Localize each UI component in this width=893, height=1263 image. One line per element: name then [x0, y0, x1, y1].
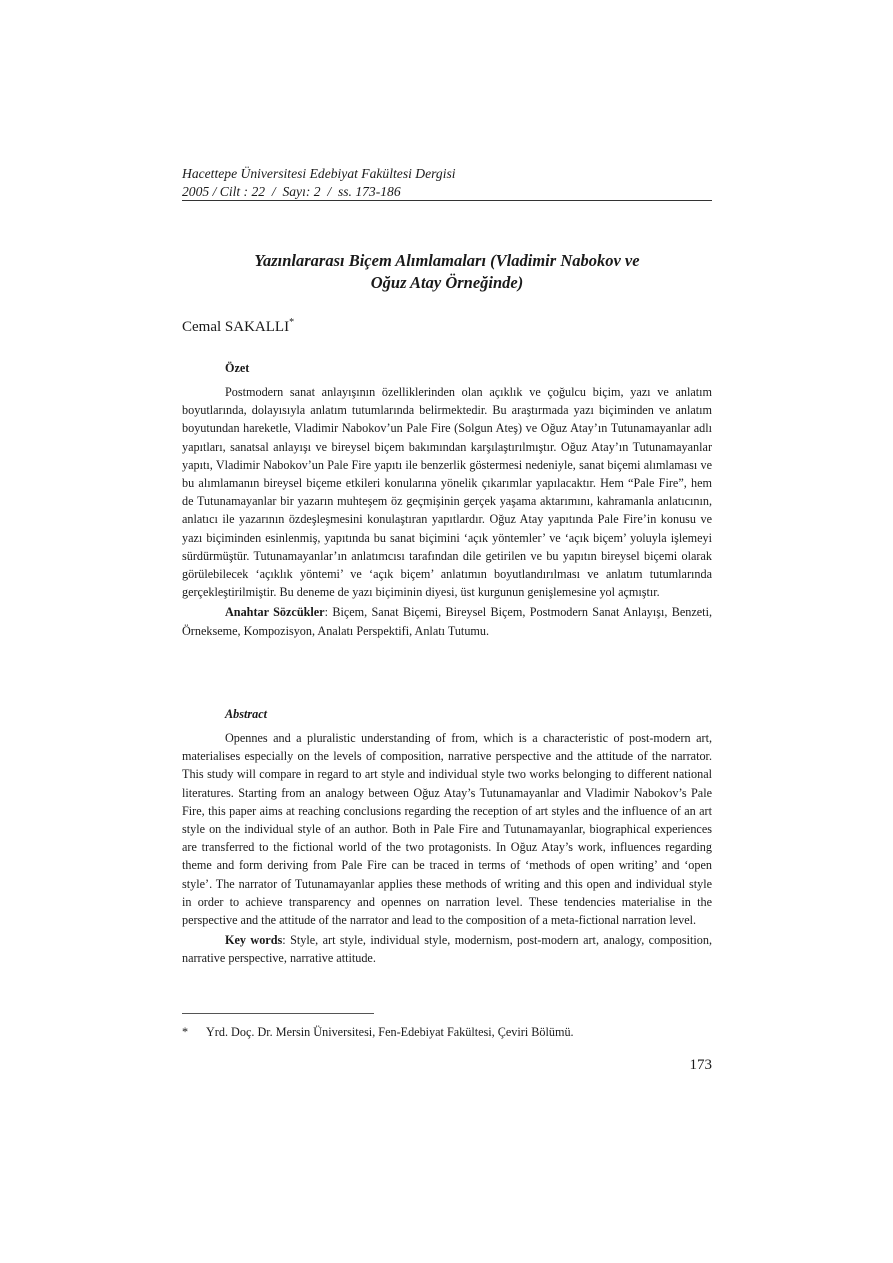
ozet-paragraph: Postmodern sanat anlayışının özelliklerinden olan açıklık ve çoğulcu biçim, yazı ve anlatım boyutlarında, dolayısıyla anlatım tutumlarında belirmektedir. Bu araştırmada yazı biçiminden ve anlatım boyutundan hareketle, Vladimir Nabokov’un Pale Fire (Solgun Ateş) ve Oğuz Atay’ın Tutunamayanlar adlı yapıtları, sanatsal anlayışı ve bireysel biçem bakımından karşılaştırılmıştır. Oğuz Atay’ın Tutunamayanlar yapıtı, Vladimir Nabokov’un Pale Fire yapıtı ile benzerlik göstermesi nedeniyle, sanat biçemi alımlaması ve bu alımlamanın bireysel biçeme etkileri konularına yönelik çıkarımlar yapılacaktır. Hem “Pale Fire”, hem de Tutunamayanlar bir yazarın muhteşem öz geçmişinin gerçek yaşama aktarımını, kahramanla anlatıcının, anlatıcı ile yazarının özdeşleşmesini konulaştıran yapıtlardır. Oğuz Atay yapıtında Pale Fire’in konusu ve yazı biçiminden esinlenmiş, yapıtında bu sanat biçimini ‘açık yöntemler’ ve ‘açık biçem’ yoluyla işlemeyi sürdürmüştür. Tutunamayanlar’ın anlatımcısı tarafından dile getirilen ve bu yapıtın bireysel biçemi olarak görülebilecek ‘açıklık yöntemi’ ve ‘açık biçem’ anlatımın boyutlandırılması ve anlatım tutumlarında gerçekleştirilmiştir. Bu deneme de yazı biçiminin diyesi, üst kurgunun genişlemesine yol açmıştır. [182, 385, 712, 600]
page-number: 173 [689, 1057, 712, 1073]
journal-header [182, 165, 712, 201]
abstract-keywords-text: : Style, art style, individual style, modernism, post-modern art, analogy, composition, narrative perspective, narrative attitude. [182, 933, 712, 966]
ozet-keywords-text: : Biçem, Sanat Biçemi, Bireysel Biçem, Postmodern Sanat Anlayışı, Benzeti, Örnekseme, Kompozisyon, Analatı Perspektifi, Anlatı Tutumu. [182, 605, 712, 638]
footnote-text: Yrd. Doç. Dr. Mersin Üniversitesi, Fen-Edebiyat Fakültesi, Çeviri Bölümü. [206, 1025, 574, 1039]
header-rule [182, 200, 712, 201]
abstract-section [182, 729, 712, 968]
abstract-keywords-label: Key words [225, 933, 283, 948]
author [182, 317, 294, 336]
issue-info: 2005 / Cilt : 22 / Sayı: 2 / ss. 173-186 [182, 184, 401, 199]
footnote-mark: * [182, 1025, 189, 1039]
footnote-rule [182, 1013, 374, 1014]
ozet-section [182, 383, 712, 640]
journal-name: Hacettepe Üniversitesi Edebiyat Fakültesi Dergisi [182, 166, 456, 181]
abstract-paragraph: Opennes and a pluralistic understanding of from, which is a characteristic of post-modern art, materialises especially on the levels of composition, narrative perspective and the attitude of the narrator. This study will compare in regard to art style and individual style two works belonging to different national literatures. Starting from an analogy between Oğuz Atay’s Tutunamayanlar and Vladimir Nabokov’s Pale Fire, this paper aims at reaching conclusions regarding the reception of art styles and the influence of an art style on the individual style of an author. Both in Pale Fire and Tutunamayanlar, biographical experiences are transferred to the fictional world of the two protagonists. In Oğuz Atay’s work, influences regarding theme and form deriving from Pale Fire can be traced in terms of ‘methods of open writing’ and ‘open style’. The narrator of Tutunamayanlar applies these methods of writing and this open and individual style in order to achieve transparency and opennes on narration level. These tendencies materialise in the perspective and the attitude of the narrator and lead to the composition of a meta-fictional narration level. [182, 731, 712, 928]
author-name: Cemal SAKALLI [182, 319, 290, 335]
abstract-keywords [182, 931, 712, 967]
ozet-heading: Özet [225, 361, 250, 375]
title-line-1: Yazınlararası Biçem Alımlamaları (Vladimir Nabokov ve [254, 251, 640, 270]
title-line-2: Oğuz Atay Örneğinde) [370, 273, 524, 292]
abstract-heading: Abstract [225, 707, 267, 721]
ozet-keywords [182, 603, 712, 639]
author-footnote-mark: * [289, 317, 295, 328]
article-title [182, 250, 712, 294]
ozet-keywords-label: Anahtar Sözcükler [225, 605, 325, 620]
footnote [182, 1025, 574, 1040]
